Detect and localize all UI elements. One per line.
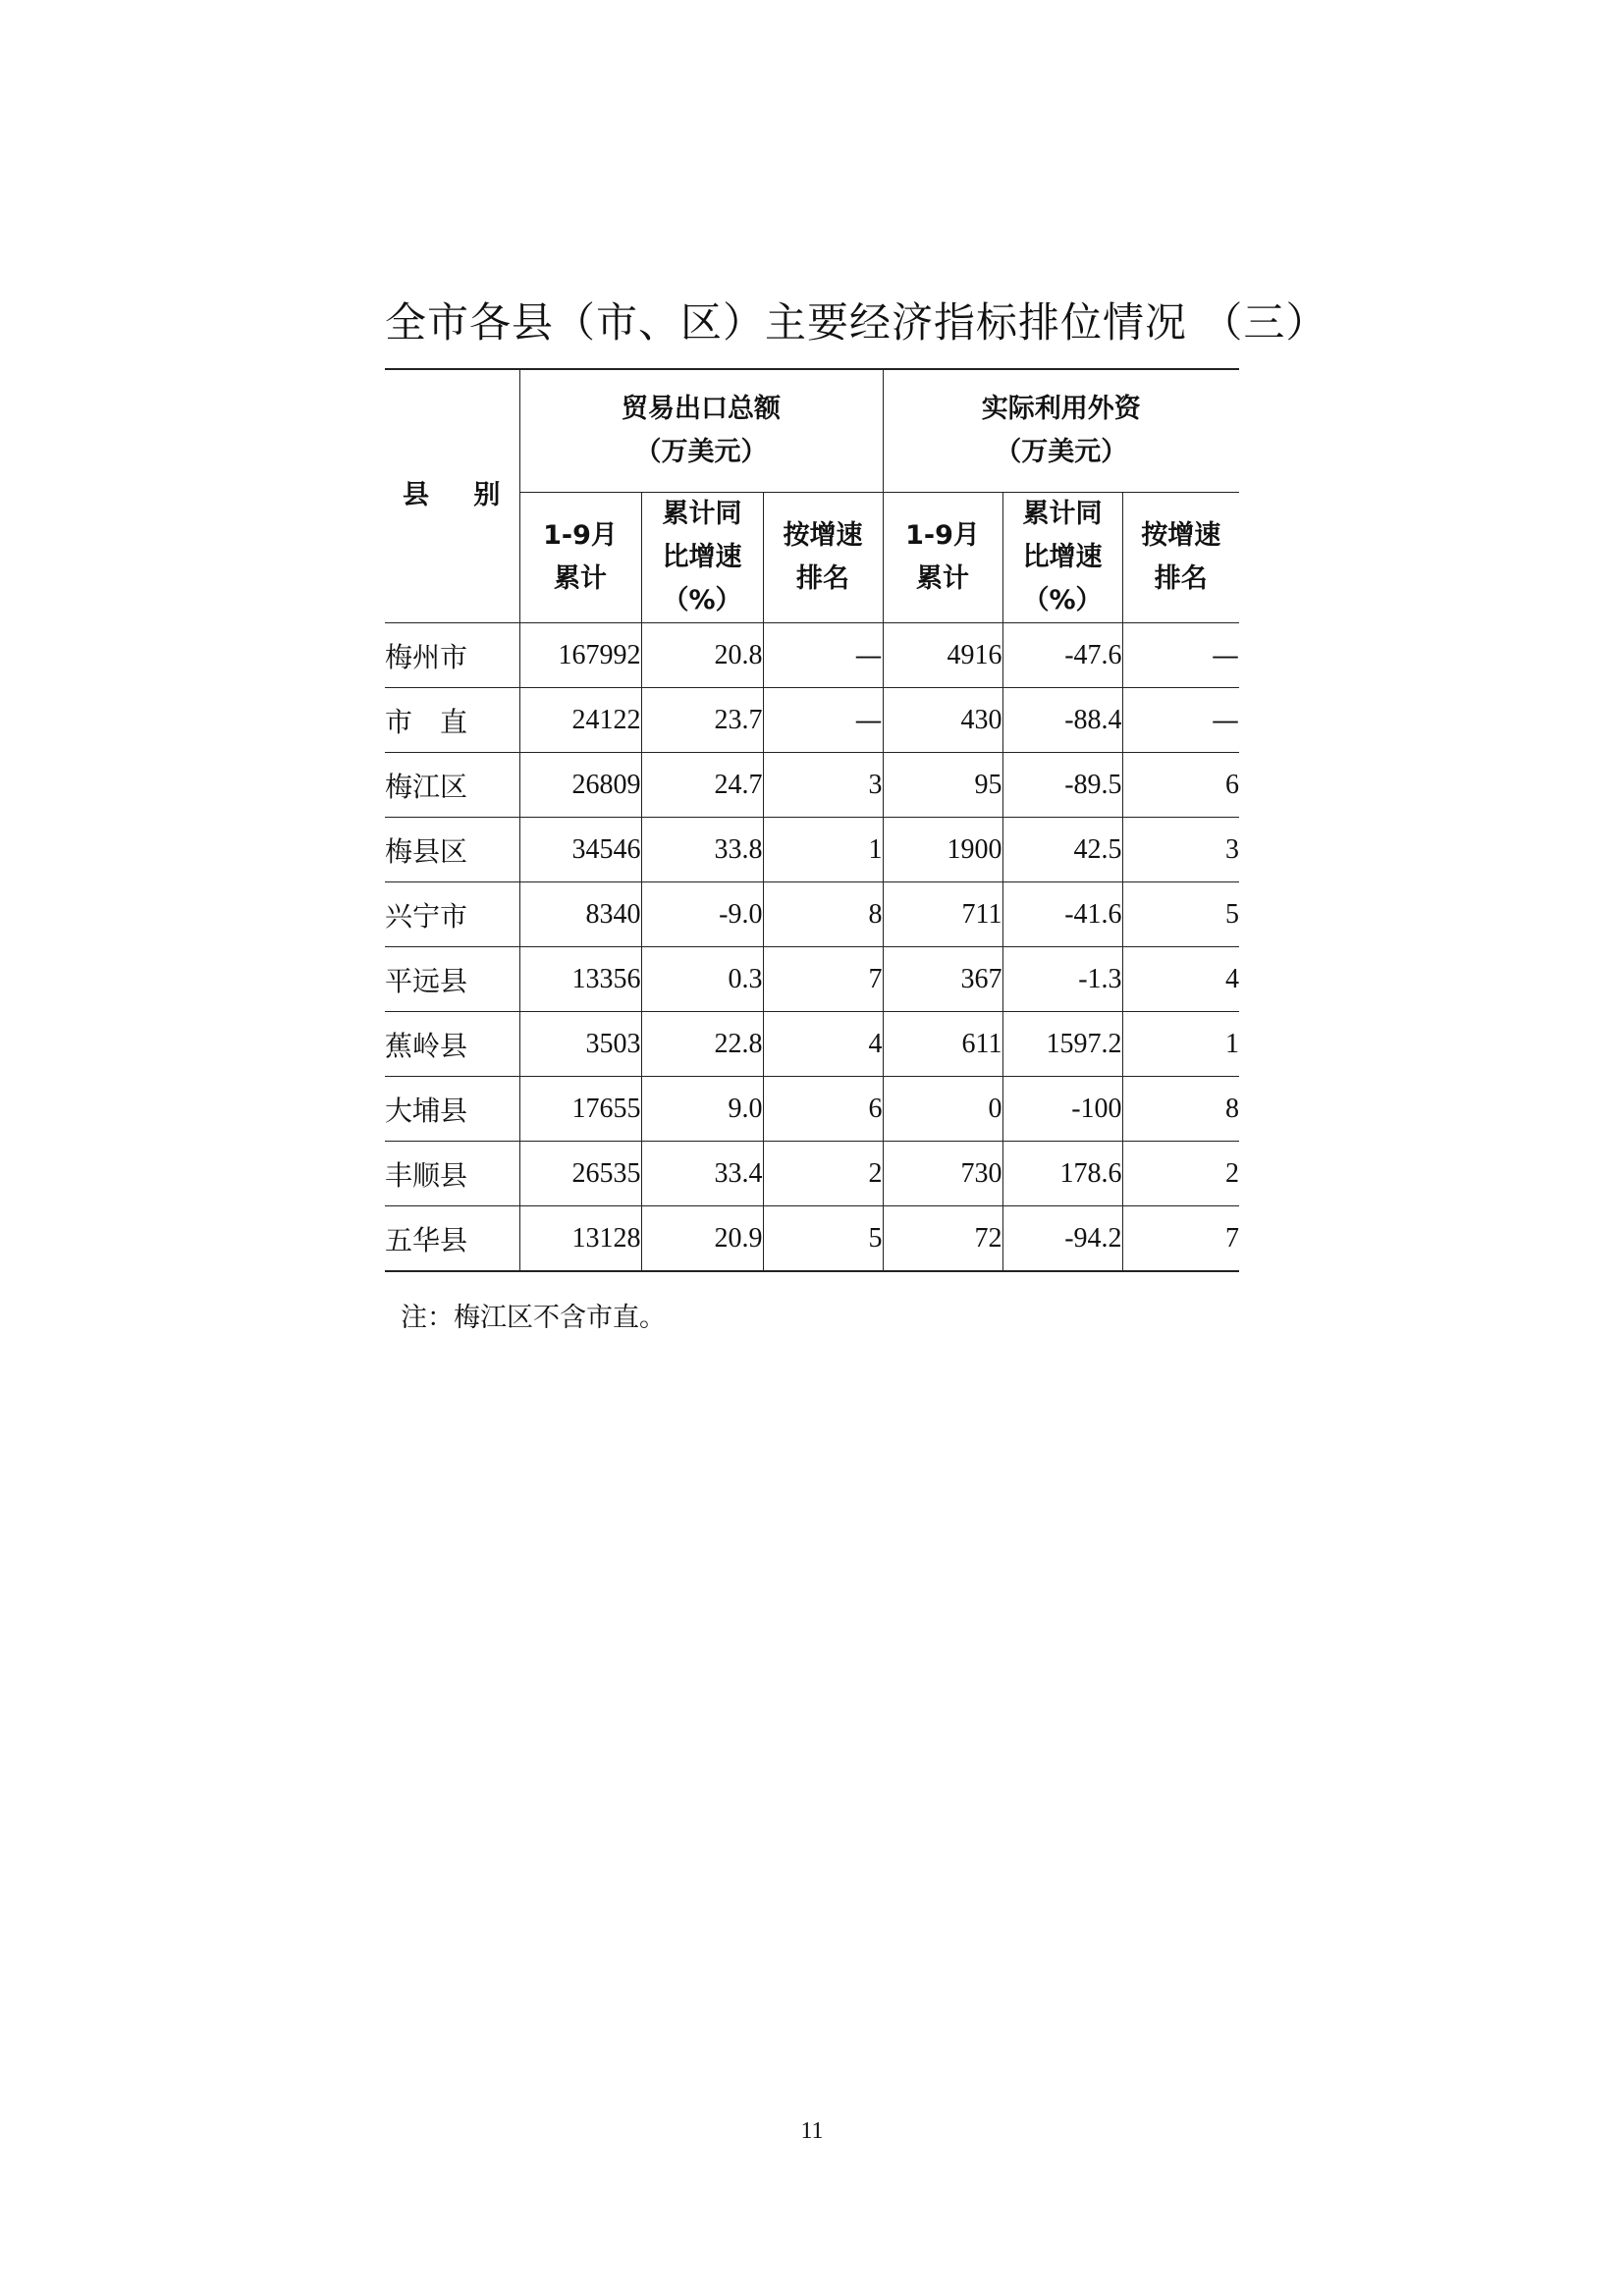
indicator-table [385, 369, 1239, 1272]
county-name: 兴宁市 [385, 882, 519, 947]
table-footnote: 注：梅江区不含市直。 [401, 1303, 666, 1333]
fdi-growth: 178.6 [1002, 1142, 1122, 1206]
fdi-growth: 1597.2 [1002, 1012, 1122, 1077]
export-cumulative: 13356 [519, 947, 641, 1012]
export-cumulative: 167992 [519, 623, 641, 688]
export-growth: 33.4 [641, 1142, 763, 1206]
page-title: 全市各县（市、区）主要经济指标排位情况 （三） [385, 298, 1328, 347]
export-growth: -9.0 [641, 882, 763, 947]
export-growth: 23.7 [641, 688, 763, 753]
county-name: 蕉岭县 [385, 1012, 519, 1077]
export-growth: 0.3 [641, 947, 763, 1012]
export-cumulative: 24122 [519, 688, 641, 753]
fdi-group-unit: （万美元） [995, 436, 1128, 467]
table-row [385, 623, 1239, 688]
table-row [385, 1077, 1239, 1142]
export-rank: 4 [763, 1012, 883, 1077]
fdi-growth: -47.6 [1002, 623, 1122, 688]
fdi-group-header [883, 369, 1239, 493]
county-name: 丰顺县 [385, 1142, 519, 1206]
export-rank: 5 [763, 1206, 883, 1272]
fdi-rank: 5 [1122, 882, 1239, 947]
fdi-rank: 4 [1122, 947, 1239, 1012]
county-name: 平远县 [385, 947, 519, 1012]
fdi-rank: 1 [1122, 1012, 1239, 1077]
table-row [385, 1206, 1239, 1272]
fdi-cumulative: 0 [883, 1077, 1002, 1142]
table-row [385, 1012, 1239, 1077]
export-rank: 1 [763, 818, 883, 882]
fdi-rank: — [1122, 688, 1239, 753]
fdi-cumulative: 430 [883, 688, 1002, 753]
fdi-cumulative: 95 [883, 753, 1002, 818]
fdi-growth: -100 [1002, 1077, 1122, 1142]
export-growth-header: 累计同 比增速 （%） [641, 493, 763, 623]
fdi-cumulative-header: 1-9月 累计 [883, 493, 1002, 623]
table-row [385, 753, 1239, 818]
export-rank: 6 [763, 1077, 883, 1142]
county-name: 梅州市 [385, 623, 519, 688]
export-cumulative: 3503 [519, 1012, 641, 1077]
fdi-growth: 42.5 [1002, 818, 1122, 882]
export-group-name: 贸易出口总额 [622, 393, 781, 424]
export-cumulative: 34546 [519, 818, 641, 882]
export-growth: 20.9 [641, 1206, 763, 1272]
fdi-cumulative: 1900 [883, 818, 1002, 882]
export-cumulative: 17655 [519, 1077, 641, 1142]
fdi-cumulative: 4916 [883, 623, 1002, 688]
fdi-rank: 7 [1122, 1206, 1239, 1272]
county-column-header: 县 别 [385, 369, 519, 623]
fdi-cumulative: 730 [883, 1142, 1002, 1206]
export-rank: 2 [763, 1142, 883, 1206]
export-rank: — [763, 688, 883, 753]
fdi-rank: 8 [1122, 1077, 1239, 1142]
fdi-growth: -89.5 [1002, 753, 1122, 818]
fdi-cumulative: 711 [883, 882, 1002, 947]
export-growth: 9.0 [641, 1077, 763, 1142]
fdi-cumulative: 72 [883, 1206, 1002, 1272]
fdi-growth-header: 累计同 比增速 （%） [1002, 493, 1122, 623]
export-rank: — [763, 623, 883, 688]
fdi-cumulative: 367 [883, 947, 1002, 1012]
fdi-cumulative: 611 [883, 1012, 1002, 1077]
export-rank: 3 [763, 753, 883, 818]
county-name: 大埔县 [385, 1077, 519, 1142]
table-row [385, 947, 1239, 1012]
export-rank: 8 [763, 882, 883, 947]
fdi-growth: -1.3 [1002, 947, 1122, 1012]
export-growth: 24.7 [641, 753, 763, 818]
table-row [385, 1142, 1239, 1206]
table-row [385, 818, 1239, 882]
fdi-growth: -88.4 [1002, 688, 1122, 753]
table-row [385, 688, 1239, 753]
export-growth: 22.8 [641, 1012, 763, 1077]
fdi-growth: -41.6 [1002, 882, 1122, 947]
county-name: 梅县区 [385, 818, 519, 882]
export-rank-header: 按增速 排名 [763, 493, 883, 623]
fdi-growth: -94.2 [1002, 1206, 1122, 1272]
fdi-rank: 2 [1122, 1142, 1239, 1206]
export-group-unit: （万美元） [634, 436, 768, 467]
county-name: 五华县 [385, 1206, 519, 1272]
export-growth: 33.8 [641, 818, 763, 882]
export-cumulative: 26535 [519, 1142, 641, 1206]
export-cumulative: 26809 [519, 753, 641, 818]
export-rank: 7 [763, 947, 883, 1012]
county-name: 梅江区 [385, 753, 519, 818]
fdi-group-name: 实际利用外资 [981, 393, 1141, 424]
fdi-rank: — [1122, 623, 1239, 688]
county-name: 市 直 [385, 688, 519, 753]
fdi-rank-header: 按增速 排名 [1122, 493, 1239, 623]
export-growth: 20.8 [641, 623, 763, 688]
table-row [385, 882, 1239, 947]
fdi-rank: 6 [1122, 753, 1239, 818]
export-group-header [519, 369, 883, 493]
export-cumulative-header: 1-9月 累计 [519, 493, 641, 623]
export-cumulative: 13128 [519, 1206, 641, 1272]
export-cumulative: 8340 [519, 882, 641, 947]
page-number: 11 [800, 2118, 824, 2144]
fdi-rank: 3 [1122, 818, 1239, 882]
